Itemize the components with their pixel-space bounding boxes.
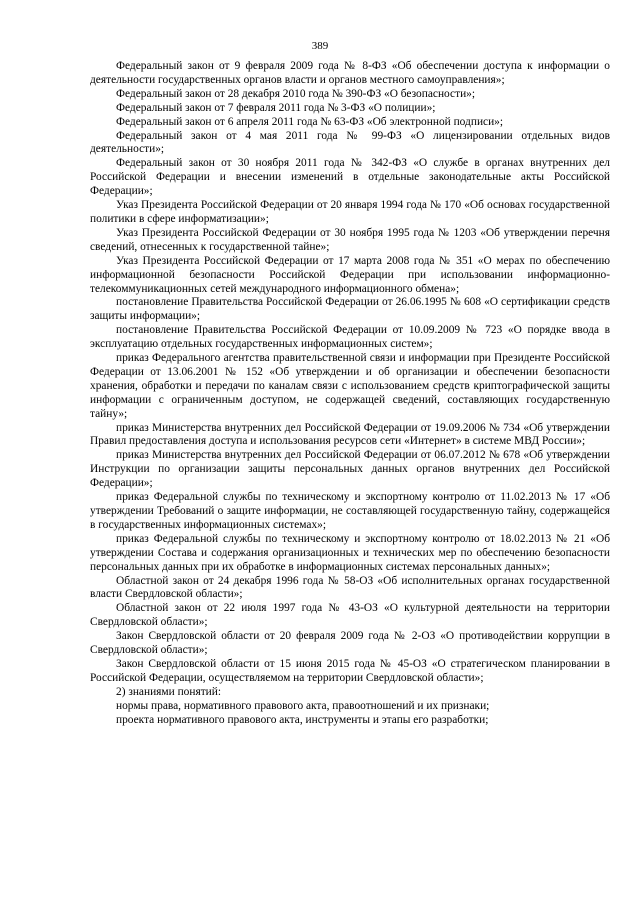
paragraph-order-17: приказ Федеральной службы по техническому и экспортному контролю от 11.02.2013 № 17 «Об утверждении Требований о защите информации, не составляющей государственную тайну, содержащейся в государственных информационных системах»;	[90, 491, 610, 531]
paragraph-law-99fz: Федеральный закон от 4 мая 2011 года № 99-ФЗ «О лицензировании отдельных видов деятельности»;	[90, 129, 610, 156]
paragraph-order-678: приказ Министерства внутренних дел Российской Федерации от 06.07.2012 № 678 «Об утверждении Инструкции по организации защиты персональных данных органов внутренних дел Российской Федерации»;	[90, 449, 610, 490]
paragraph-decree-1203: Указ Президента Российской Федерации от 30 ноября 1995 года № 1203 «Об утверждении перечня сведений, отнесенных к государственной тайне»;	[90, 226, 610, 253]
paragraph-knowledge-item-2: проекта нормативного правового акта, инструменты и этапы его разработки;	[116, 713, 489, 726]
paragraph-order-152: приказ Федерального агентства правительственной связи и информации при Президенте Российской Федерации от 13.06.2001 № 152 «Об утверждении и об организации и обеспечении безопасности хранения, обработки и передачи по каналам связи с использованием средств криптографической защиты информации с ограниченным доступом, не содержащей сведений, составляющих государственную тайну»;	[90, 352, 610, 420]
paragraph-regional-law-43oz: Областной закон от 22 июля 1997 года № 43-ОЗ «О культурной деятельности на территории Свердловской области»;	[90, 602, 610, 629]
paragraph-regional-law-45oz: Закон Свердловской области от 15 июня 2015 года № 45-ОЗ «О стратегическом планировании в Российской Федерации, осуществляемом на территории Свердловской области»;	[90, 657, 610, 684]
paragraph-regional-law-2oz: Закон Свердловской области от 20 февраля 2009 года № 2-ОЗ «О противодействии коррупции в Свердловской области»;	[90, 630, 610, 657]
paragraph-decree-351: Указ Президента Российской Федерации от 17 марта 2008 года № 351 «О мерах по обеспечению информационной безопасности Российской Федерации при использовании информационно-телекоммуникационных сетей международного информационного обмена»;	[90, 254, 610, 295]
paragraph-law-342fz: Федеральный закон от 30 ноября 2011 года № 342-ФЗ «О службе в органах внутренних дел Российской Федерации и внесении изменений в отдельные законодательные акты Российской Федерации»;	[90, 157, 610, 198]
paragraph-law-3fz: Федеральный закон от 7 февраля 2011 года № 3-ФЗ «О полиции»;	[116, 101, 436, 114]
paragraph-order-734: приказ Министерства внутренних дел Российской Федерации от 19.09.2006 № 734 «Об утверждении Правил предоставления доступа и использования ресурсов сети «Интернет» в системе МВД России»;	[90, 421, 610, 448]
paragraph-decree-170: Указ Президента Российской Федерации от 20 января 1994 года № 170 «Об основах государственной политики в сфере информатизации»;	[90, 199, 610, 225]
paragraph-knowledge-item-1: нормы права, нормативного правового акта, правоотношений и их признаки;	[116, 699, 490, 712]
paragraph-regional-law-58oz: Областной закон от 24 декабря 1996 года № 58-ОЗ «Об исполнительных органах государственной власти Свердловской области»;	[90, 574, 610, 601]
document-body	[90, 60, 610, 728]
paragraph-law-63fz: Федеральный закон от 6 апреля 2011 года № 63-ФЗ «Об электронной подписи»;	[116, 115, 504, 128]
paragraph-order-21: приказ Федеральной службы по техническому и экспортному контролю от 18.02.2013 № 21 «Об утверждении Состава и содержания организационных и технических мер по обеспечению безопасности персональных данных при их обработке в информационных системах персональных данных»;	[90, 532, 610, 573]
paragraph-law-390fz: Федеральный закон от 28 декабря 2010 года № 390-ФЗ «О безопасности»;	[116, 87, 476, 100]
paragraph-knowledge-heading: 2) знаниями понятий:	[116, 685, 222, 698]
paragraph-law-8fz: Федеральный закон от 9 февраля 2009 года № 8-ФЗ «Об обеспечении доступа к информации о деятельности государственных органов власти и органов местного самоуправления»;	[90, 60, 610, 86]
paragraph-resolution-608: постановление Правительства Российской Федерации от 26.06.1995 № 608 «О сертификации средств защиты информации»;	[90, 296, 610, 323]
paragraph-resolution-723: постановление Правительства Российской Федерации от 10.09.2009 № 723 «О порядке ввода в эксплуатацию отдельных государственных информационных систем»;	[90, 324, 610, 351]
page-number: 389	[311, 40, 329, 52]
